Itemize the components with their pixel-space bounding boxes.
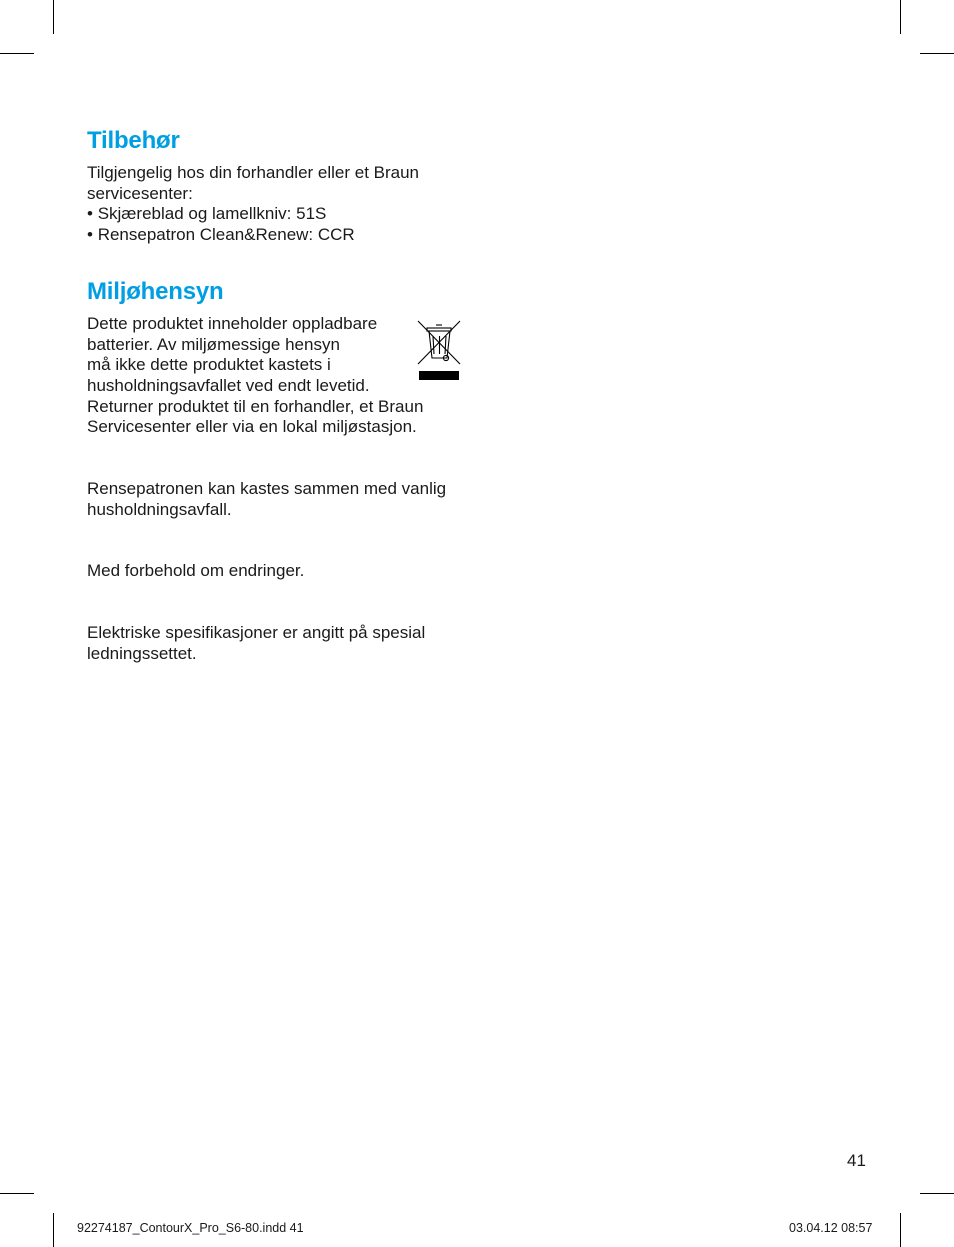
note-electrical: Elektriske spesifikasjoner er angitt på spesial ledningssettet. (87, 623, 426, 663)
footer-timestamp: 03.04.12 08:57 (789, 1221, 873, 1235)
note-cartridge: Rensepatronen kan kastes sammen med vanlig husholdningsavfall. (87, 479, 447, 519)
environment-body (87, 314, 467, 438)
crop-mark-top-right-horizontal (920, 53, 954, 54)
crop-mark-top-left-horizontal (0, 53, 34, 54)
accessories-intro: Tilgjengelig hos din forhandler eller et Braun servicesenter: (87, 163, 420, 203)
environment-line: må ikke dette produktet kastets i (87, 355, 331, 375)
environment-line: batterier. Av miljømessige hensyn (87, 334, 340, 354)
accessories-list (87, 204, 467, 245)
list-item: • Rensepatron Clean&Renew: CCR (87, 225, 467, 246)
environment-line: husholdningsavfallet ved endt levetid. (87, 375, 370, 395)
environment-continuation: Returner produktet til en forhandler, et Braun Servicesenter eller via en lokal miljøstasjon. (87, 396, 424, 437)
environment-text (87, 314, 409, 397)
page-content (87, 124, 467, 665)
environment-section (87, 275, 467, 438)
crop-mark-bottom-left-vertical (53, 1213, 54, 1247)
note-changes: Med forbehold om endringer. (87, 561, 305, 581)
crop-mark-top-right-vertical (900, 0, 901, 34)
environment-heading: Miljøhensyn (87, 277, 224, 305)
environment-line: Dette produktet inneholder oppladbare (87, 313, 378, 333)
page-number: 41 (847, 1151, 866, 1170)
crop-mark-bottom-right-horizontal (920, 1193, 954, 1194)
crop-mark-bottom-left-horizontal (0, 1193, 34, 1194)
footer-file-name: 92274187_ContourX_Pro_S6-80.indd 41 (77, 1221, 304, 1235)
crop-mark-bottom-right-vertical (900, 1213, 901, 1247)
accessories-section (87, 124, 467, 246)
accessories-heading: Tilbehør (87, 127, 180, 154)
crop-mark-top-left-vertical (53, 0, 54, 34)
list-item: • Skjæreblad og lamellkniv: 51S (87, 204, 467, 225)
crossed-out-wheelie-bin-icon (417, 320, 461, 382)
